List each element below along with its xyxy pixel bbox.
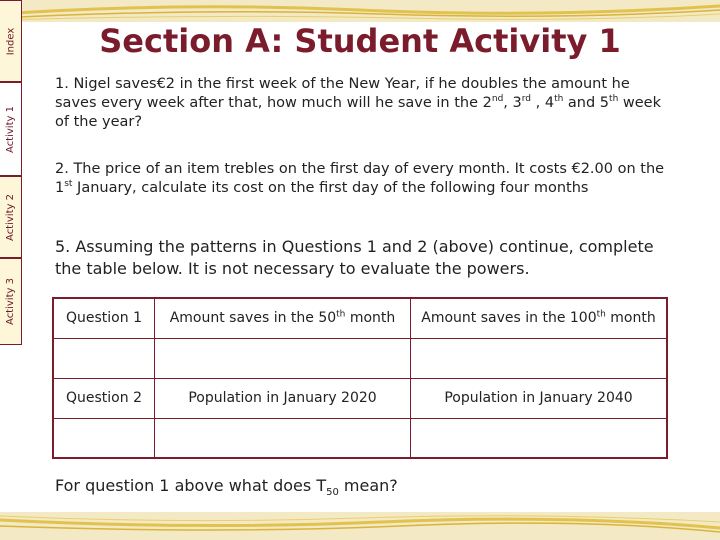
- question-2: [55, 160, 665, 198]
- follow-up-question: [55, 476, 398, 499]
- follow-up-text: mean?: [338, 476, 398, 495]
- table-row: [53, 378, 667, 418]
- table-cell-question-2: Question 2: [53, 378, 155, 418]
- table-row: [53, 298, 667, 338]
- tab-activity-3[interactable]: [0, 258, 22, 345]
- ordinal-suffix: st: [64, 179, 73, 190]
- answer-table: [52, 297, 668, 459]
- follow-up-text: For question 1 above what does T: [55, 476, 327, 495]
- tab-activity-2[interactable]: [0, 176, 22, 258]
- tab-activity-3-label: Activity 3: [5, 278, 17, 325]
- tab-activity-1-label: Activity 1: [5, 105, 17, 153]
- subscript: 50: [326, 487, 339, 499]
- question-1: [55, 75, 675, 132]
- ordinal-suffix: rd: [521, 94, 532, 105]
- tab-activity-1[interactable]: [0, 82, 22, 176]
- table-cell-answer[interactable]: [155, 338, 411, 378]
- table-cell-header: [155, 298, 411, 338]
- table-cell-answer[interactable]: [411, 338, 668, 378]
- table-row: [53, 418, 667, 458]
- tab-activity-2-label: Activity 2: [5, 193, 17, 241]
- top-decorative-band: [0, 0, 720, 22]
- cell-text: month: [605, 310, 656, 327]
- cell-text: month: [345, 310, 396, 327]
- bottom-band-graphic: [0, 512, 720, 540]
- table-row: [53, 338, 667, 378]
- table-cell-answer[interactable]: [53, 418, 155, 458]
- table-cell-question-1: Question 1: [53, 298, 155, 338]
- table-cell-header: Population in January 2040: [411, 378, 668, 418]
- cell-text: Amount saves in the 50: [169, 310, 337, 327]
- bottom-decorative-band: [0, 512, 720, 540]
- question-1-text: 1. Nigel saves€2 in the first week of the New Year, if he doubles the amount he saves every week after that, how much will he save in the 2: [55, 76, 630, 111]
- question-1-text: week of the year?: [55, 95, 661, 130]
- table-cell-header: Population in January 2020: [155, 378, 411, 418]
- tab-index[interactable]: [0, 0, 22, 82]
- top-band-graphic: [0, 0, 720, 22]
- ordinal-suffix: th: [596, 309, 606, 320]
- ordinal-suffix: th: [609, 94, 619, 105]
- table-cell-header: [411, 298, 668, 338]
- page-title: Section A: Student Activity 1: [99, 22, 621, 60]
- table-cell-answer[interactable]: [155, 418, 411, 458]
- question-2-text: 2. The price of an item trebles on the first day of every month. It costs €2.00 on the 1: [55, 161, 665, 196]
- table-cell-answer[interactable]: [53, 338, 155, 378]
- question-5: 5. Assuming the patterns in Questions 1 and 2 (above) continue, complete the table below. It is not necessary to evaluate the powers.: [55, 237, 654, 278]
- question-1-text: and 5: [563, 95, 610, 111]
- ordinal-suffix: th: [336, 309, 346, 320]
- section-nav-tabs: [0, 0, 25, 345]
- ordinal-suffix: th: [554, 94, 564, 105]
- table-cell-answer[interactable]: [411, 418, 668, 458]
- question-1-text: , 4: [531, 95, 555, 111]
- question-2-text: January, calculate its cost on the first day of the following four months: [72, 180, 589, 196]
- cell-text: Amount saves in the 100: [421, 310, 597, 327]
- ordinal-suffix: nd: [491, 94, 504, 105]
- tab-index-label: Index: [5, 27, 16, 55]
- question-1-text: , 3: [503, 95, 522, 111]
